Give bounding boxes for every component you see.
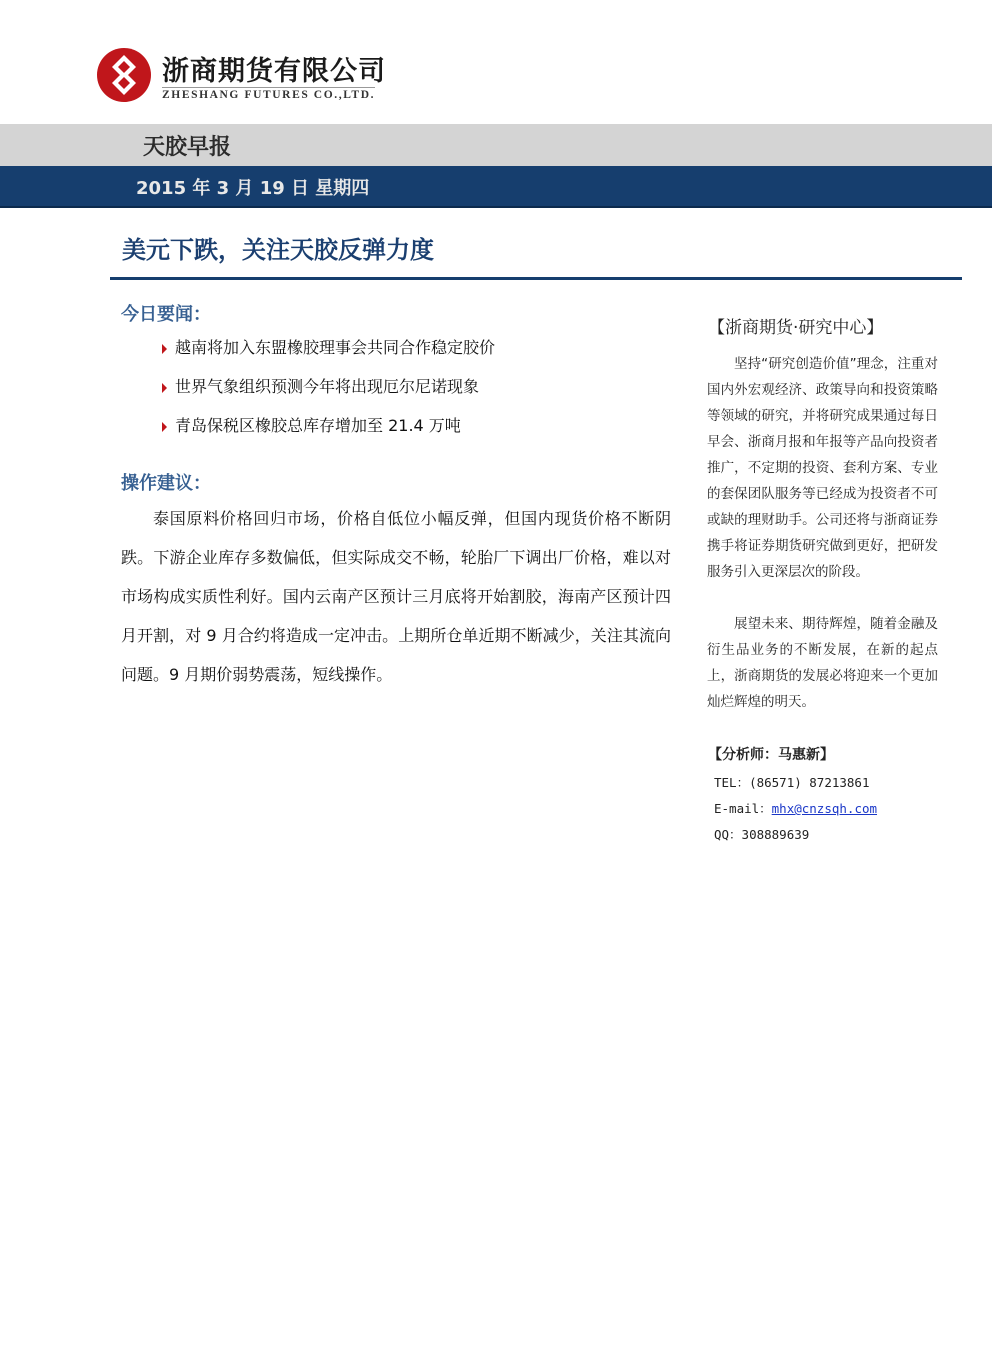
news-item xyxy=(162,374,479,397)
news-item xyxy=(162,335,495,358)
advice-body: 泰国原料价格回归市场，价格自低位小幅反弹，但国内现货价格不断阴跌。下游企业库存多数偏低，但实际成交不畅，轮胎厂下调出厂价格，难以对市场构成实质性利好。国内云南产区预计三月底将开始割胶，海南产区预计四月开割，对 9 月合约将造成一定冲击。上期所仓单近期不断减少，关注其流向问题。9 月期价弱势震荡，短线操作。 xyxy=(121,509,671,684)
research-center-intro: 坚持“研究创造价值”理念，注重对国内外宏观经济、政策导向和投资策略等领域的研究，并将研究成果通过每日早会、浙商月报和年报等产品向投资者推广，不定期的投资、套利方案、专业的套保团队服务等已经成为投资者不可或缺的理财助手。公司还将与浙商证券携手将证券期货研究做到更好，把研发服务引入更深层次的阶段。 xyxy=(707,356,938,580)
report-title-band xyxy=(0,124,992,166)
news-item-text: 青岛保税区橡胶总库存增加至 21.4 万吨 xyxy=(175,416,461,435)
headline-divider xyxy=(110,277,962,280)
bullet-arrow-icon xyxy=(162,383,167,393)
research-center-outlook: 展望未来、期待辉煌，随着金融及衍生品业务的不断发展，在新的起点上，浙商期货的发展必将迎来一个更加灿烂辉煌的明天。 xyxy=(707,616,938,710)
email-label: E-mail： xyxy=(714,801,772,816)
news-item xyxy=(162,413,461,436)
analyst-email xyxy=(714,799,877,817)
report-date: 2015 年 3 月 19 日 星期四 xyxy=(136,178,370,199)
research-center-title: 【浙商期货·研究中心】 xyxy=(708,318,884,338)
email-link[interactable]: mhx@cnzsqh.com xyxy=(771,801,878,816)
headline: 美元下跌，关注天胶反弹力度 xyxy=(122,236,434,264)
report-date-band xyxy=(0,166,992,208)
analyst-qq: QQ：308889639 xyxy=(714,827,810,842)
bullet-arrow-icon xyxy=(162,422,167,432)
analyst-name: 【分析师：马惠新】 xyxy=(708,747,834,763)
company-logo xyxy=(96,47,386,105)
company-logo-icon xyxy=(96,47,152,103)
bullet-arrow-icon xyxy=(162,344,167,354)
news-heading: 今日要闻： xyxy=(121,304,211,325)
company-name-en: ZHESHANG FUTURES CO.,LTD. xyxy=(162,89,376,101)
news-item-text: 越南将加入东盟橡胶理事会共同合作稳定胶价 xyxy=(175,338,496,357)
analyst-tel: TEL：(86571) 87213861 xyxy=(714,775,870,790)
company-name-cn: 浙商期货有限公司 xyxy=(162,56,386,87)
report-title: 天胶早报 xyxy=(143,135,232,160)
advice-heading: 操作建议： xyxy=(121,473,211,494)
news-item-text: 世界气象组织预测今年将出现厄尔尼诺现象 xyxy=(175,377,480,396)
